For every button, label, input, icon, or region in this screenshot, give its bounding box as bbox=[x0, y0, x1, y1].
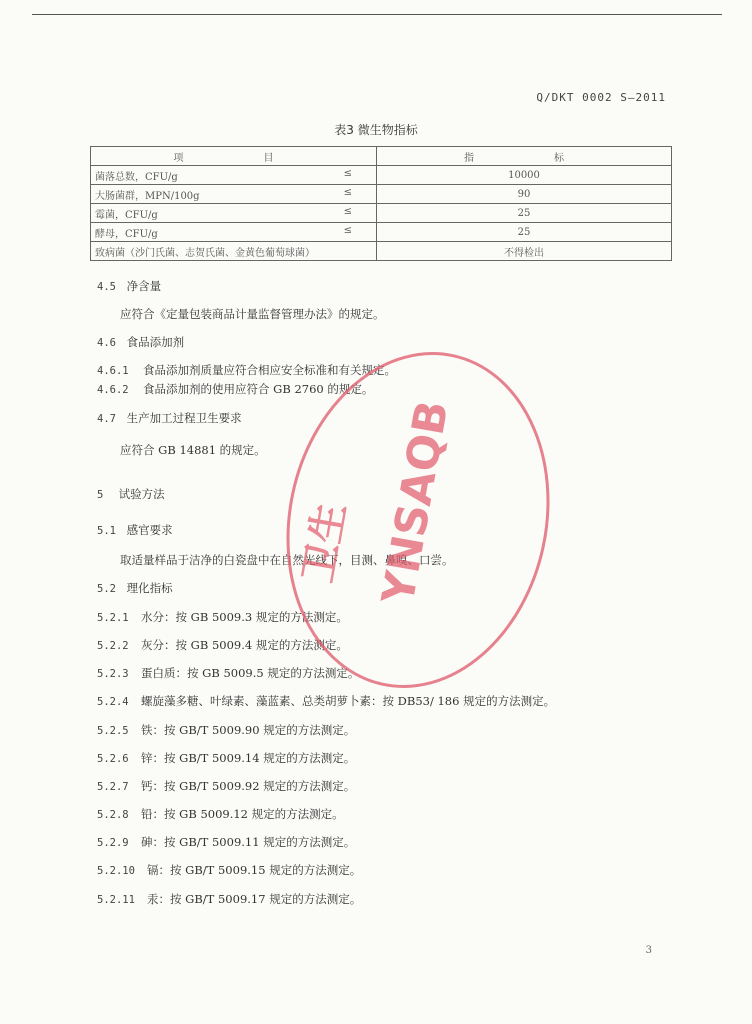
header-rule bbox=[32, 14, 722, 15]
item-number: 5.2.7 bbox=[97, 781, 129, 793]
section-title: 试验方法 bbox=[118, 487, 165, 501]
item-text: 铅：按 GB 5009.12 规定的方法测定。 bbox=[141, 807, 344, 821]
table-row bbox=[91, 204, 672, 223]
item-text: 砷：按 GB/T 5009.11 规定的方法测定。 bbox=[141, 835, 356, 849]
section-title: 食品添加剂 bbox=[126, 335, 185, 349]
clause-text: 食品添加剂的使用应符合 GB 2760 的规定。 bbox=[143, 382, 374, 396]
item-text: 锌：按 GB/T 5009.14 规定的方法测定。 bbox=[141, 751, 356, 765]
section-5-1-heading bbox=[97, 522, 173, 538]
svg-text:YNSAQB: YNSAQB bbox=[372, 396, 459, 609]
item-text: 螺旋藻多糖、叶绿素、藻蓝素、总类胡萝卜素：按 DB53/ 186 规定的方法测定。 bbox=[141, 694, 556, 708]
table-row bbox=[91, 185, 672, 204]
list-item bbox=[97, 891, 361, 907]
table-cell-value: 25 bbox=[377, 204, 672, 223]
section-5-1-body: 取适量样品于洁净的白瓷盘中在自然光线下，目测、鼻嗅、口尝。 bbox=[120, 553, 454, 567]
section-number: 5.2 bbox=[97, 583, 116, 595]
section-5-2-heading bbox=[97, 580, 173, 596]
clause-text: 食品添加剂质量应符合相应安全标准和有关规定。 bbox=[143, 363, 396, 377]
item-number: 5.2.6 bbox=[97, 753, 129, 765]
table-cell-value: 25 bbox=[377, 223, 672, 242]
official-seal-stamp bbox=[258, 330, 558, 730]
section-number: 4.5 bbox=[97, 281, 116, 293]
item-label: 菌落总数，CFU/g bbox=[95, 171, 178, 183]
table-title: 表3 微生物指标 bbox=[334, 123, 418, 137]
page-number: 3 bbox=[645, 945, 652, 956]
section-4-5-heading bbox=[97, 278, 161, 294]
section-title: 生产加工过程卫生要求 bbox=[126, 411, 242, 425]
table-row bbox=[91, 242, 672, 261]
list-item bbox=[97, 806, 344, 822]
relation-sign: ≤ bbox=[343, 186, 352, 198]
item-text: 灰分：按 GB 5009.4 规定的方法测定。 bbox=[141, 638, 348, 652]
item-number: 5.2.4 bbox=[97, 696, 129, 708]
item-number: 5.2.2 bbox=[97, 640, 129, 652]
item-text: 钙：按 GB/T 5009.92 规定的方法测定。 bbox=[141, 779, 356, 793]
table-cell-value: 10000 bbox=[377, 166, 672, 185]
section-number: 5.1 bbox=[97, 525, 116, 537]
item-text: 蛋白质：按 GB 5009.5 规定的方法测定。 bbox=[141, 666, 360, 680]
item-text: 铁：按 GB/T 5009.90 规定的方法测定。 bbox=[141, 723, 356, 737]
item-number: 5.2.9 bbox=[97, 837, 129, 849]
section-5-heading bbox=[97, 486, 165, 502]
microbiology-table bbox=[90, 146, 672, 261]
item-number: 5.2.1 bbox=[97, 612, 129, 624]
table-cell-item bbox=[91, 166, 377, 185]
clause-number: 4.6.2 bbox=[97, 384, 129, 396]
section-title: 感官要求 bbox=[126, 523, 173, 537]
section-title: 净含量 bbox=[126, 279, 162, 293]
section-number: 4.7 bbox=[97, 413, 116, 425]
list-item bbox=[97, 862, 361, 878]
item-text: 汞：按 GB/T 5009.17 规定的方法测定。 bbox=[147, 892, 362, 906]
list-item bbox=[97, 750, 355, 766]
list-item bbox=[97, 834, 355, 850]
table-cell-value: 不得检出 bbox=[377, 242, 672, 261]
item-number: 5.2.5 bbox=[97, 725, 129, 737]
table-cell-item bbox=[91, 223, 377, 242]
section-4-5-body: 应符合《定量包装商品计量监督管理办法》的规定。 bbox=[120, 307, 385, 321]
relation-sign: ≤ bbox=[343, 167, 352, 179]
relation-sign: ≤ bbox=[343, 224, 352, 236]
item-text: 水分：按 GB 5009.3 规定的方法测定。 bbox=[141, 610, 348, 624]
item-label: 大肠菌群，MPN/100g bbox=[95, 190, 200, 202]
svg-text:卫生: 卫生 bbox=[295, 499, 355, 587]
item-number: 5.2.10 bbox=[97, 865, 135, 877]
section-title: 理化指标 bbox=[126, 581, 173, 595]
item-label: 霉菌，CFU/g bbox=[95, 209, 158, 221]
item-label: 致病菌（沙门氏菌、志贺氏菌、金黄色葡萄球菌） bbox=[95, 247, 315, 259]
table-cell-item bbox=[91, 242, 377, 261]
table-cell-item bbox=[91, 204, 377, 223]
section-number: 4.6 bbox=[97, 337, 116, 349]
section-4-7-heading bbox=[97, 410, 242, 426]
section-4-6-heading bbox=[97, 334, 184, 350]
item-number: 5.2.3 bbox=[97, 668, 129, 680]
item-number: 5.2.8 bbox=[97, 809, 129, 821]
item-label: 酵母，CFU/g bbox=[95, 228, 158, 240]
section-number: 5 bbox=[97, 489, 104, 501]
list-item bbox=[97, 778, 355, 794]
table-header-row bbox=[91, 147, 672, 166]
table-cell-value: 90 bbox=[377, 185, 672, 204]
table-header-item: 项 目 bbox=[91, 147, 377, 166]
table-header-value: 指 标 bbox=[377, 147, 672, 166]
table-cell-item bbox=[91, 185, 377, 204]
item-number: 5.2.11 bbox=[97, 894, 135, 906]
section-4-7-body: 应符合 GB 14881 的规定。 bbox=[120, 443, 266, 457]
relation-sign: ≤ bbox=[343, 205, 352, 217]
document-code: Q/DKT 0002 S—2011 bbox=[536, 91, 666, 104]
clause-number: 4.6.1 bbox=[97, 365, 129, 377]
table-row bbox=[91, 223, 672, 242]
table-row bbox=[91, 166, 672, 185]
item-text: 镉：按 GB/T 5009.15 规定的方法测定。 bbox=[147, 863, 362, 877]
